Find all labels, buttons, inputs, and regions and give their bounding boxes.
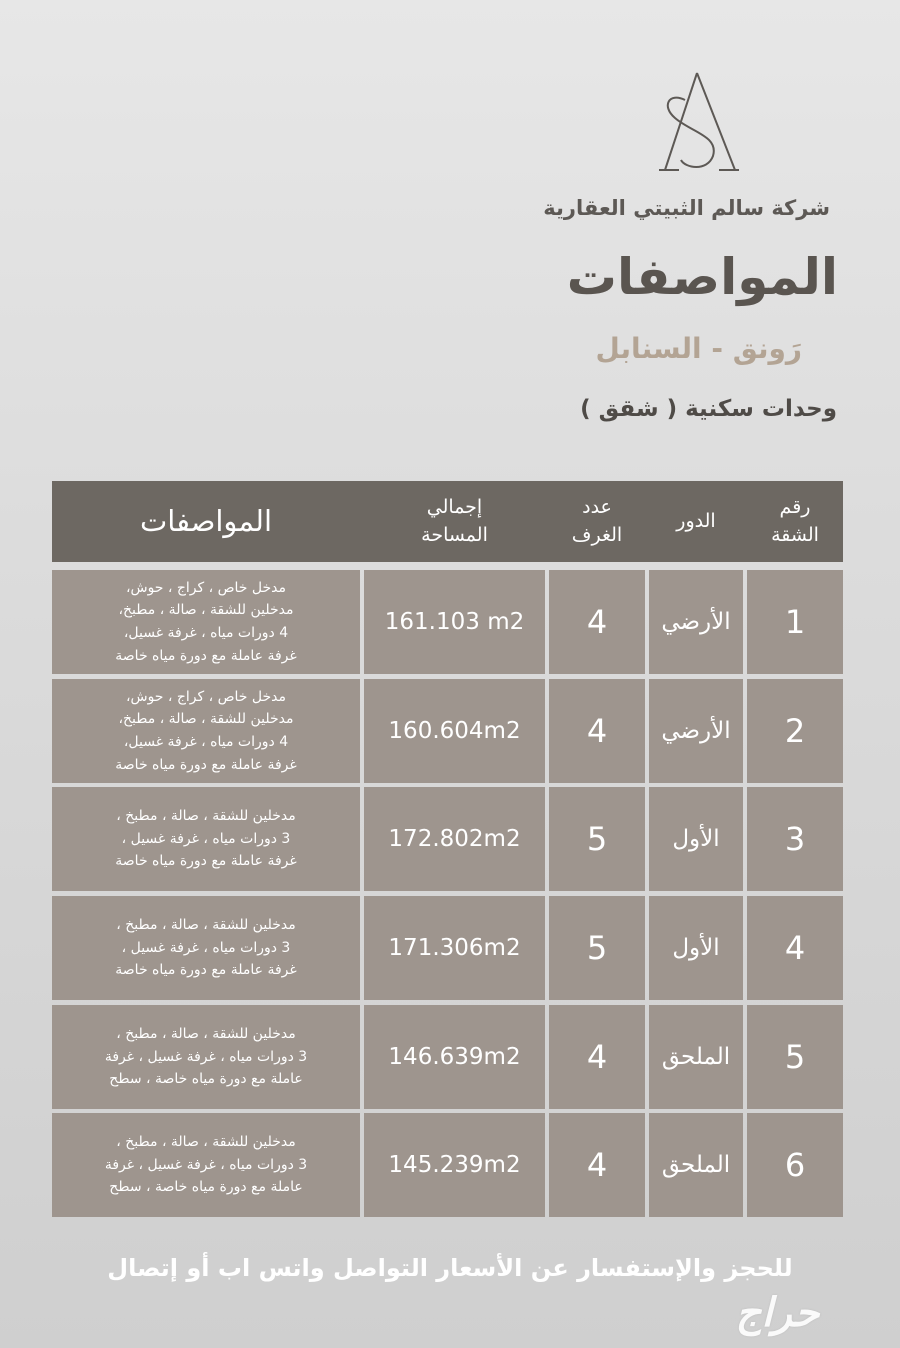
- haraj-watermark-logo: حراج: [735, 1290, 820, 1336]
- table-row: [52, 896, 843, 1000]
- project-name: رَونق - السنابل: [595, 332, 802, 365]
- total-area: 145.239m2: [364, 1113, 545, 1217]
- contact-footer: للحجز والإستفسار عن الأسعار التواصل واتس اب أو إتصال: [107, 1254, 793, 1282]
- spec-line: مدخلين للشقة ، صالة ، مطبخ ،: [116, 1133, 296, 1150]
- spec-line: غرفة عاملة مع دورة مياه خاصة: [115, 756, 297, 773]
- floor: الأرضي: [649, 679, 743, 783]
- rooms-count: 4: [549, 1005, 645, 1109]
- floor: الأول: [649, 896, 743, 1000]
- page-title: المواصفات: [566, 248, 838, 306]
- spec-line: مدخلين للشقة ، صالة ، مطبخ،: [118, 711, 294, 728]
- header-rooms: عدد الغرف: [571, 495, 623, 546]
- total-area: 161.103 m2: [364, 570, 545, 674]
- units-subtitle: وحدات سكنية ( شقق ): [580, 396, 837, 422]
- spec-line: مدخل خاص ، كراج ، حوش،: [125, 688, 287, 705]
- spec-line: مدخلين للشقة ، صالة ، مطبخ ،: [116, 916, 296, 933]
- header-apartment-number: رقم الشقة: [771, 495, 819, 546]
- spec-line: مدخلين للشقة ، صالة ، مطبخ،: [118, 602, 294, 619]
- spec-line: مدخلين للشقة ، صالة ، مطبخ ،: [116, 807, 296, 824]
- apartment-number: 3: [747, 787, 843, 891]
- spec-line: غرفة عاملة مع دورة مياه خاصة: [115, 647, 297, 664]
- company-logo-icon: [655, 70, 740, 175]
- specs: [52, 679, 360, 783]
- spec-line: 3 دورات مياه ، غرفة غسيل ، غرفة: [104, 1048, 308, 1065]
- apartment-number: 6: [747, 1113, 843, 1217]
- rooms-count: 4: [549, 1113, 645, 1217]
- total-area: 172.802m2: [364, 787, 545, 891]
- specs: [52, 787, 360, 891]
- spec-line: مدخل خاص ، كراج ، حوش،: [125, 579, 287, 596]
- spec-line: 4 دورات مياه ، غرفة غسيل،: [123, 625, 289, 641]
- spec-line: عاملة مع دورة مياه خاصة ، سطح: [109, 1179, 303, 1196]
- table-row: [52, 679, 843, 783]
- spec-line: 3 دورات مياه ، غرفة غسيل ،: [121, 830, 291, 847]
- header-specs: المواصفات: [139, 504, 273, 539]
- spec-line: غرفة عاملة مع دورة مياه خاصة: [115, 853, 297, 870]
- table-row: [52, 1113, 843, 1217]
- total-area: 160.604m2: [364, 679, 545, 783]
- header-area: إجمالي المساحة: [421, 495, 488, 546]
- specs: [52, 1005, 360, 1109]
- rooms-count: 5: [549, 896, 645, 1000]
- spec-line: غرفة عاملة مع دورة مياه خاصة: [115, 962, 297, 979]
- rooms-count: 4: [549, 679, 645, 783]
- table-row: [52, 570, 843, 674]
- apartment-number: 2: [747, 679, 843, 783]
- rooms-count: 5: [549, 787, 645, 891]
- table-row: [52, 787, 843, 891]
- spec-line: مدخلين للشقة ، صالة ، مطبخ ،: [116, 1025, 296, 1042]
- rooms-count: 4: [549, 570, 645, 674]
- specs: [52, 570, 360, 674]
- spec-line: 4 دورات مياه ، غرفة غسيل،: [123, 734, 289, 750]
- spec-line: 3 دورات مياه ، غرفة غسيل ، غرفة: [104, 1156, 308, 1173]
- apartment-number: 4: [747, 896, 843, 1000]
- table-header: [52, 481, 843, 562]
- floor: الأول: [649, 787, 743, 891]
- floor: الملحق: [649, 1113, 743, 1217]
- apartment-number: 5: [747, 1005, 843, 1109]
- total-area: 171.306m2: [364, 896, 545, 1000]
- company-name: شركة سالم الثبيتي العقارية: [543, 196, 830, 220]
- specs: [52, 1113, 360, 1217]
- floor: الأرضي: [649, 570, 743, 674]
- header-floor: الدور: [676, 509, 716, 532]
- floor: الملحق: [649, 1005, 743, 1109]
- apartment-number: 1: [747, 570, 843, 674]
- specs: [52, 896, 360, 1000]
- total-area: 146.639m2: [364, 1005, 545, 1109]
- spec-line: 3 دورات مياه ، غرفة غسيل ،: [121, 939, 291, 956]
- table-row: [52, 1005, 843, 1109]
- spec-line: عاملة مع دورة مياه خاصة ، سطح: [109, 1071, 303, 1088]
